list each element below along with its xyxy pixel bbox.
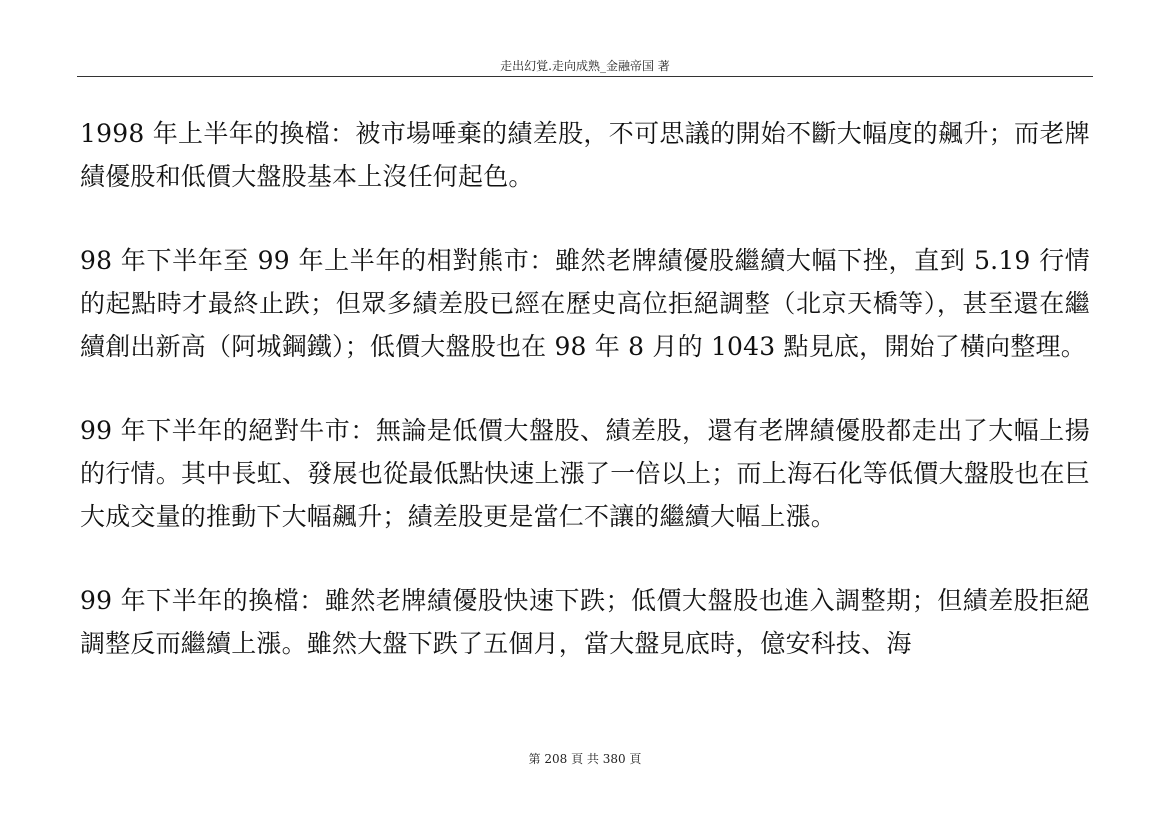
page-number-footer: 第 208 頁 共 380 頁 xyxy=(528,752,642,766)
paragraph-99-bull-market: 99 年下半年的絕對牛市：無論是低價大盤股、績差股，還有老牌績優股都走出了大幅上揚的行情。其中長虹、發展也從最低點快速上漲了一倍以上；而上海石化等低價大盤股也在巨大成交量的推動下大幅飆升；績差股更是當仁不讓的繼續大幅上漲。 xyxy=(80,416,1090,531)
header-divider xyxy=(77,76,1093,77)
paragraph-98-99-bear-market: 98 年下半年至 99 年上半年的相對熊市：雖然老牌績優股繼續大幅下挫，直到 5.19 行情的起點時才最終止跌；但眾多績差股已經在歷史高位拒絕調整（北京天橋等），甚至還在繼續創出新高（阿城鋼鐵）；低價大盤股也在 98 年 8 月的 1043 點見底，開始了橫向整理。 xyxy=(80,246,1090,361)
paragraph-1998-first-half: 1998 年上半年的換檔：被市場唾棄的績差股，不可思議的開始不斷大幅度的飆升；而老牌績優股和低價大盤股基本上沒任何起色。 xyxy=(80,119,1090,191)
running-header-title: 走出幻覚.走向成熟_金融帝国 著 xyxy=(500,59,670,73)
document-body xyxy=(80,112,1090,706)
paragraph-99-second-half-rotation: 99 年下半年的換檔：雖然老牌績優股快速下跌；低價大盤股也進入調整期；但績差股拒絕調整反而繼續上漲。雖然大盤下跌了五個月，當大盤見底時，億安科技、海 xyxy=(80,586,1090,658)
